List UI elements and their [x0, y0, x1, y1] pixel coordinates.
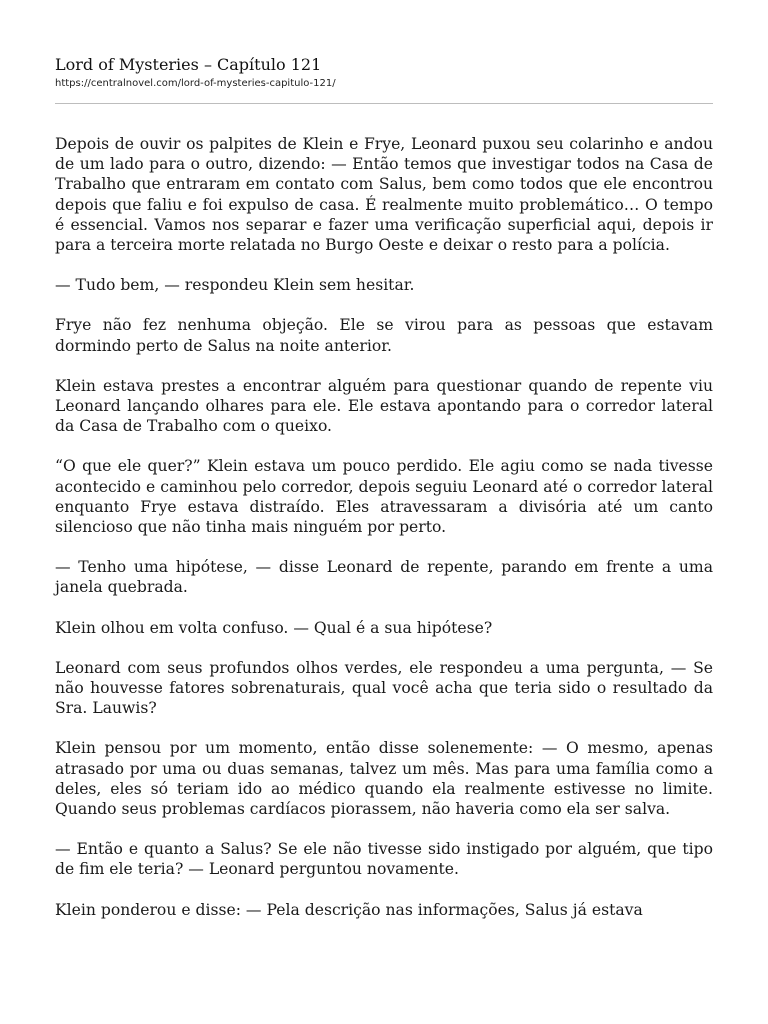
paragraph: — Então e quanto a Salus? Se ele não tivesse sido instigado por alguém, que tipo de fim ele teria? — Leonard perguntou novamente. — [55, 840, 713, 879]
document-page — [55, 54, 713, 940]
paragraph: “O que ele quer?” Klein estava um pouco perdido. Ele agiu como se nada tivesse acontecido e caminhou pelo corredor, depois seguiu Leonard até o corredor lateral enquanto Frye estava distraído. Eles atravessaram a divisória até um canto silencioso que não tinha mais ninguém por perto. — [55, 457, 713, 537]
paragraph: Depois de ouvir os palpites de Klein e Frye, Leonard puxou seu colarinho e andou de um lado para o outro, dizendo: — Então temos que investigar todos na Casa de Trabalho que entraram em contato com Salus, bem como todos que ele encontrou depois que faliu e foi expulso de casa. É realmente muito problemático… O tempo é essencial. Vamos nos separar e fazer uma verificação superficial aqui, depois ir para a terceira morte relatada no Burgo Oeste e deixar o resto para a polícia. — [55, 135, 713, 255]
paragraph: — Tudo bem, — respondeu Klein sem hesitar. — [55, 276, 415, 295]
paragraph: Klein olhou em volta confuso. — Qual é a sua hipótese? — [55, 618, 493, 637]
paragraph: Klein pensou por um momento, então disse solenemente: — O mesmo, apenas atrasado por uma ou duas semanas, talvez um mês. Mas para uma família como a deles, eles só teriam ido ao médico quando ela realmente estivesse no limite. Quando seus problemas cardíacos piorassem, não haveria como ela ser salva. — [55, 739, 713, 819]
paragraph: Leonard com seus profundos olhos verdes, ele respondeu a uma pergunta, — Se não houvesse fatores sobrenaturais, qual você acha que teria sido o resultado da Sra. Lauwis? — [55, 658, 713, 718]
paragraph: Klein ponderou e disse: — Pela descrição nas informações, Salus já estava — [55, 900, 643, 919]
chapter-body — [55, 134, 713, 920]
document-title: Lord of Mysteries – Capítulo 121 — [55, 55, 322, 74]
paragraph: — Tenho uma hipótese, — disse Leonard de repente, parando em frente a uma janela quebrada. — [55, 558, 713, 597]
paragraph: Frye não fez nenhuma objeção. Ele se virou para as pessoas que estavam dormindo perto de Salus na noite anterior. — [55, 316, 713, 355]
source-url: https://centralnovel.com/lord-of-mysteries-capitulo-121/ — [55, 78, 336, 89]
header-divider — [55, 103, 713, 104]
paragraph: Klein estava prestes a encontrar alguém para questionar quando de repente viu Leonard lançando olhares para ele. Ele estava apontando para o corredor lateral da Casa de Trabalho com o queixo. — [55, 376, 713, 436]
